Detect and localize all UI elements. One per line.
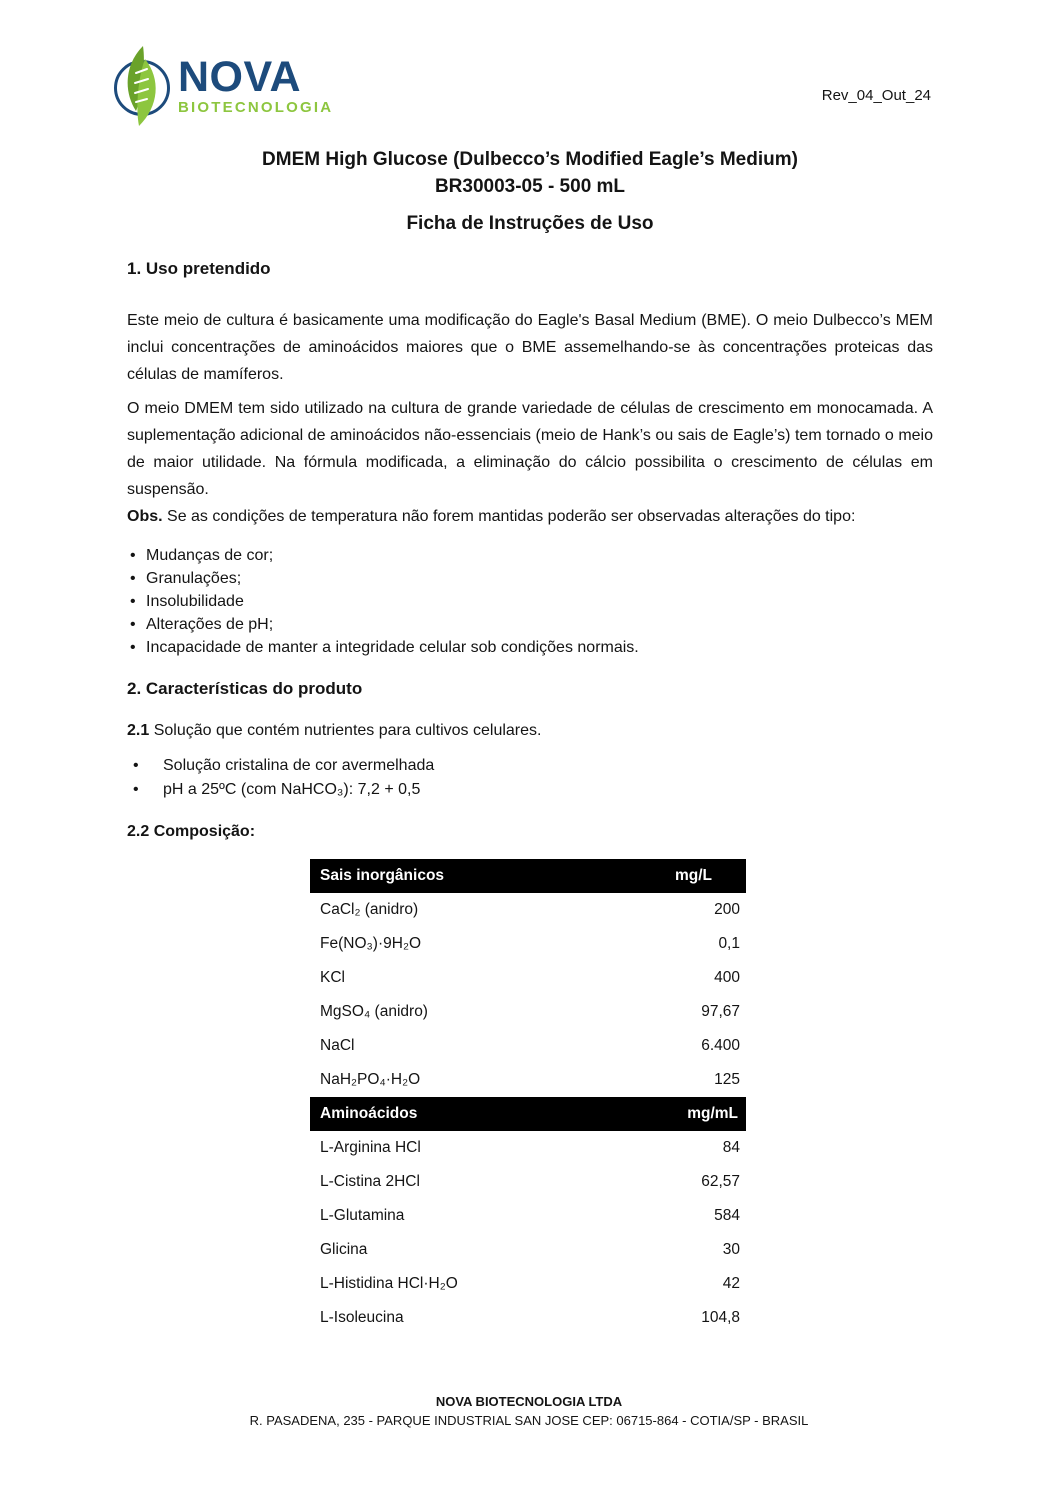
list-item: • Solução cristalina de cor avermelhada [127,754,933,778]
substance-cell: L-Cistina 2HCl [320,1173,420,1190]
value-cell: 42 [722,1275,740,1292]
section1-heading: 1. Uso pretendido [127,259,271,278]
section1-paragraph1: Este meio de cultura é basicamente uma modificação do Eagle's Basal Medium (BME). O meio Dulbecco’s MEM inclui concentrações de aminoácidos maiores que o BME assemelhando-se às concentrações proteicas das células de mamíferos. [127,312,933,383]
logo [112,44,333,128]
table-header-unit: mg/L [598,859,746,893]
list-item: • Granulações; [127,567,933,590]
revision-label: Rev_04_Out_24 [821,87,931,104]
substance-cell: MgSO₄ (anidro) [320,1003,428,1020]
list-item: • pH a 25ºC (com NaHCO₃): 7,2 + 0,5 [127,778,933,802]
value-cell: 84 [722,1139,740,1156]
value-cell: 6.400 [701,1037,740,1054]
section1-paragraph2 [127,395,933,530]
substance-cell: NaCl [320,1037,355,1054]
document-title-line1: DMEM High Glucose (Dulbecco’s Modified Eagle’s Medium) [262,149,798,170]
list-item: • Mudanças de cor; [127,544,933,567]
alterations-bullet-list [127,544,933,659]
footer-company: NOVA BIOTECNOLOGIA LTDA [435,1394,623,1409]
substance-cell: NaH₂PO₄·H₂O [320,1071,421,1088]
document-subtitle: Ficha de Instruções de Uso [406,213,654,234]
table-row [310,1063,746,1097]
table-header-row [310,859,746,893]
obs-label: Obs. [127,508,163,525]
value-cell: 200 [714,901,740,918]
item-2-1 [127,717,933,744]
table-row [310,1199,746,1233]
list-item: • Insolubilidade [127,590,933,613]
value-cell: 97,67 [701,1003,740,1020]
item-2-1-text: Solução que contém nutrientes para cultivos celulares. [153,722,542,739]
document-content [127,146,933,1335]
value-cell: 0,1 [718,935,740,952]
table-row [310,1029,746,1063]
table-header-unit: mg/mL [598,1097,746,1131]
substance-cell: L-Histidina HCl·H₂O [320,1275,458,1292]
substance-cell: Glicina [320,1241,368,1258]
table-row [310,1165,746,1199]
characteristics-bullet-list [127,754,933,802]
value-cell: 104,8 [701,1309,740,1326]
value-cell: 30 [722,1241,740,1258]
value-cell: 125 [714,1071,740,1088]
logo-wordmark [178,52,334,117]
page-footer [0,1392,1058,1430]
table-row [310,1267,746,1301]
list-item: • Incapacidade de manter a integridade celular sob condições normais. [127,636,933,659]
table-row [310,961,746,995]
substance-cell: L-Glutamina [320,1207,405,1224]
table-row [310,1131,746,1165]
section1-paragraph2-text: O meio DMEM tem sido utilizado na cultura de grande variedade de células de crescimento em monocamada. A suplementação adicional de aminoácidos não-essenciais (meio de Hank’s ou sais de Eagle’s) tem tornado o meio de maior utilidade. Na fórmula modificada, a eliminação do cálcio possibilita o crescimento de células em suspensão. [127,400,933,498]
footer-address: R. PASADENA, 235 - PARQUE INDUSTRIAL SAN JOSE CEP: 06715-864 - COTIA/SP - BRASIL [249,1413,809,1428]
dna-leaf-icon [112,44,172,128]
table-row [310,927,746,961]
substance-cell: CaCl₂ (anidro) [320,901,419,918]
table-row [310,1233,746,1267]
table-row [310,1301,746,1335]
section2-heading: 2. Características do produto [127,679,363,698]
value-cell: 400 [714,969,740,986]
list-item: • Alterações de pH; [127,613,933,636]
substance-cell: L-Arginina HCl [320,1139,421,1156]
obs-text: Se as condições de temperatura não forem mantidas poderão ser observadas alterações do tipo: [167,508,856,525]
value-cell: 584 [714,1207,740,1224]
item-2-1-label: 2.1 [127,722,150,739]
substance-cell: L-Isoleucina [320,1309,404,1326]
value-cell: 62,57 [701,1173,740,1190]
substance-cell: Fe(NO₃)·9H₂O [320,935,422,952]
substance-cell: KCl [320,969,345,986]
table-row [310,995,746,1029]
table-row [310,893,746,927]
logo-subbrand-text: BIOTECNOLOGIA [178,98,334,116]
logo-brand-text: NOVA [178,52,302,101]
document-title-line2: BR30003-05 - 500 mL [434,176,626,197]
table-header-category: Sais inorgânicos [310,859,598,893]
item-2-2-heading: 2.2 Composição: [127,823,256,840]
table-header-category: Aminoácidos [310,1097,598,1131]
table-header-row [310,1097,746,1131]
composition-table [310,859,746,1335]
